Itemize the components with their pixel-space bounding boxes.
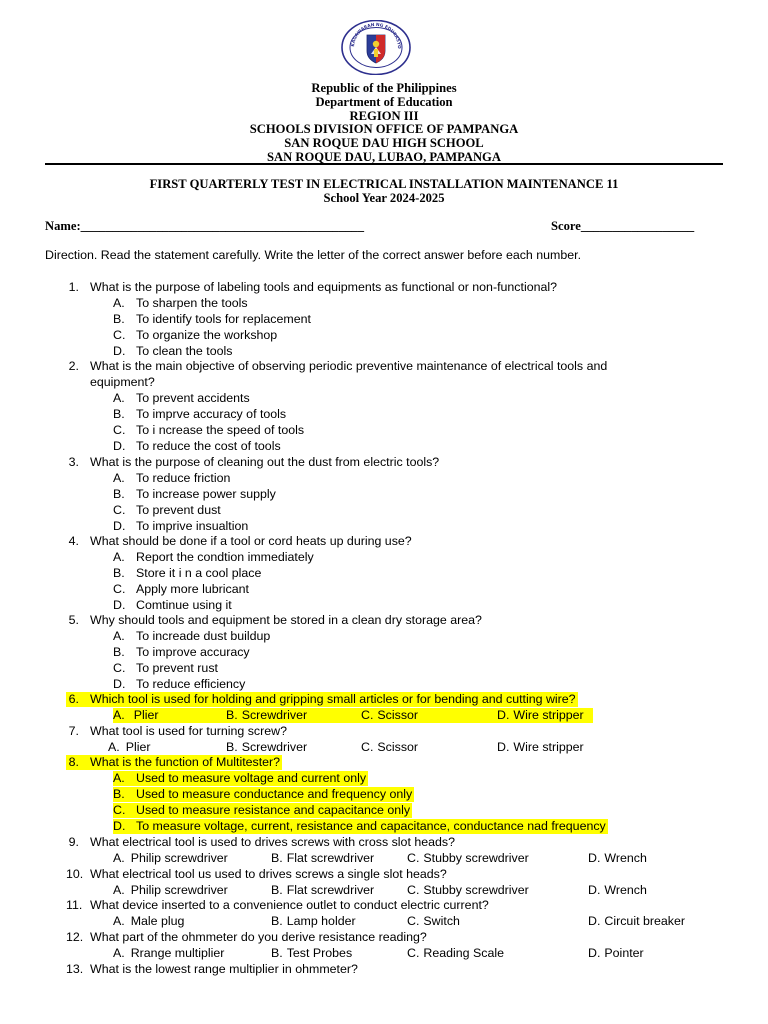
option-text: Store it i n a cool place [136, 566, 262, 580]
header-department: Department of Education [315, 94, 453, 109]
header-divider [45, 163, 723, 165]
option-text: Apply more lubricant [136, 582, 249, 596]
question-text: What is the purpose of labeling tools and equipments as functional or non-functional? [90, 280, 558, 294]
answer-option[interactable] [113, 645, 252, 660]
answer-option[interactable] [271, 883, 374, 898]
answer-option[interactable] [113, 328, 279, 343]
question-text: What part of the ohmmeter do you derive resistance reading? [90, 930, 427, 944]
answer-option[interactable] [113, 883, 228, 898]
question-line [66, 280, 559, 295]
answer-option[interactable] [407, 851, 529, 866]
question-number: 3. [68, 455, 79, 469]
option-text: Scissor [377, 708, 419, 722]
option-letter: C. [113, 423, 126, 437]
school-year: School Year 2024-2025 [323, 190, 445, 205]
option-letter: A. [113, 296, 125, 310]
option-text: Used to measure conductance and frequency only [136, 787, 413, 801]
option-text: To increade dust buildup [136, 629, 271, 643]
answer-option[interactable] [361, 708, 418, 723]
answer-option[interactable] [497, 708, 584, 723]
option-letter: B. [271, 851, 283, 865]
option-letter: B. [226, 740, 238, 754]
answer-option[interactable] [113, 803, 412, 818]
option-letter: B. [271, 914, 283, 928]
option-text: Lamp holder [286, 914, 356, 928]
answer-option[interactable] [226, 708, 307, 723]
question-line [66, 724, 289, 739]
question-text-continued: equipment? [90, 375, 155, 389]
option-text: Wire stripper [513, 740, 584, 754]
answer-option[interactable] [226, 740, 307, 755]
question-number: 11. [66, 898, 83, 912]
option-text: To reduce efficiency [136, 677, 246, 691]
option-letter: A. [113, 629, 125, 643]
option-letter: C. [113, 328, 126, 342]
option-text: Stubby screwdriver [423, 883, 529, 897]
question-number: 7. [68, 724, 79, 738]
answer-option[interactable] [113, 708, 159, 723]
answer-option[interactable] [113, 787, 414, 802]
option-text: Plier [125, 740, 151, 754]
deped-seal-logo [341, 20, 411, 75]
option-letter: A. [108, 740, 120, 754]
option-letter: C. [113, 503, 126, 517]
option-letter: C. [113, 803, 126, 817]
question-number: 5. [68, 613, 79, 627]
question-text: What electrical tool is used to drives screws with cross slot heads? [90, 835, 455, 849]
option-text: Used to measure voltage and current only [136, 771, 367, 785]
option-letter: D. [497, 708, 510, 722]
option-letter: A. [113, 883, 125, 897]
answer-option[interactable] [113, 423, 306, 438]
question-line [66, 867, 449, 882]
answer-option[interactable] [113, 771, 368, 786]
option-letter: B. [271, 946, 283, 960]
question-line [66, 835, 457, 850]
answer-option[interactable] [407, 914, 460, 929]
question-number: 6. [68, 692, 79, 706]
option-letter: B. [113, 645, 125, 659]
answer-option[interactable] [113, 344, 234, 359]
option-text: Rrange multiplier [130, 946, 225, 960]
school-header [0, 82, 768, 165]
answer-option[interactable] [113, 946, 224, 961]
option-text: To imprve accuracy of tools [136, 407, 287, 421]
option-text: Circuit breaker [604, 914, 685, 928]
option-text: Report the condtion immediately [136, 550, 314, 564]
option-letter: C. [361, 740, 374, 754]
answer-option[interactable] [113, 677, 247, 692]
option-text: Scissor [377, 740, 419, 754]
question-number: 9. [68, 835, 79, 849]
option-letter: A. [113, 851, 125, 865]
option-text: Wire stripper [513, 708, 584, 722]
question-line [66, 613, 484, 628]
question-line [66, 692, 578, 707]
option-letter: A. [113, 946, 125, 960]
answer-option[interactable] [113, 566, 263, 581]
option-letter: B. [113, 407, 125, 421]
question-text: What is the main objective of observing periodic preventive maintenance of electrical tools and [90, 359, 608, 373]
score-field[interactable]: Score__________________ [551, 219, 695, 233]
test-title: FIRST QUARTERLY TEST IN ELECTRICAL INSTALLATION MAINTENANCE 11 [149, 177, 619, 191]
option-letter: B. [113, 487, 125, 501]
answer-option[interactable] [588, 946, 644, 961]
question-number: 8. [68, 755, 79, 769]
answer-option[interactable] [271, 851, 374, 866]
question-line [66, 755, 282, 770]
answer-option[interactable] [113, 819, 608, 834]
answer-option[interactable] [588, 883, 647, 898]
header-address: SAN ROQUE DAU, LUBAO, PAMPANGA [267, 149, 501, 164]
direction-text: Direction. Read the statement carefully. Write the letter of the correct answer before each number. [45, 248, 582, 262]
answer-option[interactable] [361, 740, 418, 755]
option-letter: D. [113, 439, 126, 453]
option-letter: B. [113, 312, 125, 326]
option-text: Screwdriver [241, 740, 308, 754]
header-region: REGION III [349, 108, 419, 123]
option-text: Flat screwdriver [286, 851, 375, 865]
question-number: 1. [68, 280, 79, 294]
answer-option[interactable] [113, 550, 316, 565]
option-text: To identify tools for replacement [136, 312, 311, 326]
option-letter: C. [361, 708, 374, 722]
question-line [66, 534, 414, 549]
option-text: Philip screwdriver [130, 883, 228, 897]
option-text: To improve accuracy [136, 645, 250, 659]
answer-option[interactable] [113, 519, 250, 534]
option-text: To clean the tools [136, 344, 233, 358]
option-text: Used to measure resistance and capacitance only [136, 803, 411, 817]
question-number: 2. [68, 359, 79, 373]
option-text: Wrench [604, 851, 647, 865]
option-letter: C. [407, 851, 420, 865]
header-school: SAN ROQUE DAU HIGH SCHOOL [284, 136, 484, 151]
option-letter: C. [113, 582, 126, 596]
answer-option[interactable] [271, 914, 356, 929]
answer-option[interactable] [588, 851, 647, 866]
answer-option[interactable] [113, 582, 251, 597]
question-line [66, 962, 360, 977]
option-letter: D. [113, 677, 126, 691]
option-letter: A. [113, 914, 125, 928]
option-text: To prevent accidents [136, 391, 250, 405]
option-letter: D. [497, 740, 510, 754]
option-letter: C. [407, 883, 420, 897]
option-text: To prevent rust [136, 661, 218, 675]
answer-option[interactable] [108, 740, 151, 755]
answer-option[interactable] [113, 487, 278, 502]
question-line [66, 898, 491, 913]
answer-option[interactable] [113, 439, 283, 454]
answer-option[interactable] [113, 503, 223, 518]
question-text: What should be done if a tool or cord heats up during use? [90, 534, 412, 548]
answer-option[interactable] [407, 883, 529, 898]
question-text: Why should tools and equipment be stored in a clean dry storage area? [90, 613, 482, 627]
option-text: To increase power supply [136, 487, 276, 501]
question-number: 13. [66, 962, 84, 976]
option-text: Screwdriver [241, 708, 308, 722]
question-line [66, 930, 429, 945]
option-text: Reading Scale [423, 946, 504, 960]
answer-option[interactable] [113, 629, 272, 644]
option-text: Test Probes [286, 946, 353, 960]
question-line [66, 359, 609, 374]
answer-option[interactable] [113, 598, 234, 613]
option-text: Stubby screwdriver [423, 851, 529, 865]
answer-option[interactable] [113, 312, 313, 327]
answer-option[interactable] [113, 661, 220, 676]
answer-option[interactable] [113, 296, 250, 311]
option-letter: B. [113, 566, 125, 580]
option-text: Switch [423, 914, 460, 928]
question-line [66, 455, 441, 470]
option-text: Flat screwdriver [286, 883, 375, 897]
answer-option[interactable] [113, 407, 288, 422]
option-text: To organize the workshop [136, 328, 278, 342]
header-republic: Republic of the Philippines [311, 81, 457, 95]
option-letter: D. [113, 519, 126, 533]
answer-option[interactable] [271, 946, 352, 961]
option-letter: A. [113, 550, 125, 564]
answer-option[interactable] [113, 471, 232, 486]
option-letter: A. [113, 771, 125, 785]
option-letter: B. [271, 883, 283, 897]
question-text: What tool is used for turning screw? [90, 724, 287, 738]
option-text: To measure voltage, current, resistance and capacitance, conductance nad frequency [136, 819, 606, 833]
name-field[interactable]: Name:_____________________________________________ [45, 219, 365, 233]
question-number: 12. [66, 930, 84, 944]
option-text: To reduce friction [136, 471, 231, 485]
option-letter: D. [588, 946, 601, 960]
option-letter: A. [113, 708, 125, 722]
answer-option[interactable] [113, 851, 228, 866]
option-letter: D. [588, 914, 601, 928]
option-text: Comtinue using it [136, 598, 232, 612]
option-letter: A. [113, 471, 125, 485]
option-text: Philip screwdriver [130, 851, 228, 865]
question-text: What is the lowest range multiplier in ohmmeter? [90, 962, 358, 976]
option-letter: D. [588, 851, 601, 865]
question-text: What electrical tool us used to drives screws a single slot heads? [90, 867, 447, 881]
option-letter: D. [113, 819, 126, 833]
header-division: SCHOOLS DIVISION OFFICE OF PAMPANGA [249, 122, 519, 137]
answer-option[interactable] [113, 391, 252, 406]
option-text: Male plug [130, 914, 185, 928]
option-text: Wrench [604, 883, 647, 897]
option-letter: B. [113, 787, 125, 801]
option-text: To sharpen the tools [136, 296, 248, 310]
option-text: To i ncrease the speed of tools [136, 423, 305, 437]
question-text: Which tool is used for holding and gripping small articles or for bending and cutting wire? [90, 692, 576, 706]
question-text: What device inserted to a convenience outlet to conduct electric current? [90, 898, 489, 912]
option-text: Pointer [604, 946, 644, 960]
question-number: 4. [68, 534, 79, 548]
option-text: To reduce the cost of tools [136, 439, 281, 453]
option-letter: D. [113, 344, 126, 358]
option-letter: A. [113, 391, 125, 405]
question-number: 10. [66, 867, 84, 881]
option-letter: C. [407, 914, 420, 928]
test-title-block [0, 178, 768, 205]
option-letter: B. [226, 708, 238, 722]
answer-option[interactable] [407, 946, 504, 961]
option-letter: C. [113, 661, 126, 675]
option-text: To prevent dust [136, 503, 221, 517]
answer-option[interactable] [588, 914, 685, 929]
option-text: Plier [133, 708, 159, 722]
option-letter: D. [113, 598, 126, 612]
option-letter: D. [588, 883, 601, 897]
question-text: What is the purpose of cleaning out the dust from electric tools? [90, 455, 440, 469]
svg-text:KAGAWARAN NG EDUKASYON · REPUB: KAGAWARAN NG EDUKASYO [351, 22, 402, 49]
answer-option[interactable] [113, 914, 184, 929]
option-letter: C. [407, 946, 420, 960]
question-text: What is the function of Multitester? [90, 755, 281, 769]
answer-option[interactable] [497, 740, 584, 755]
option-text: To imprive insualtion [136, 519, 249, 533]
